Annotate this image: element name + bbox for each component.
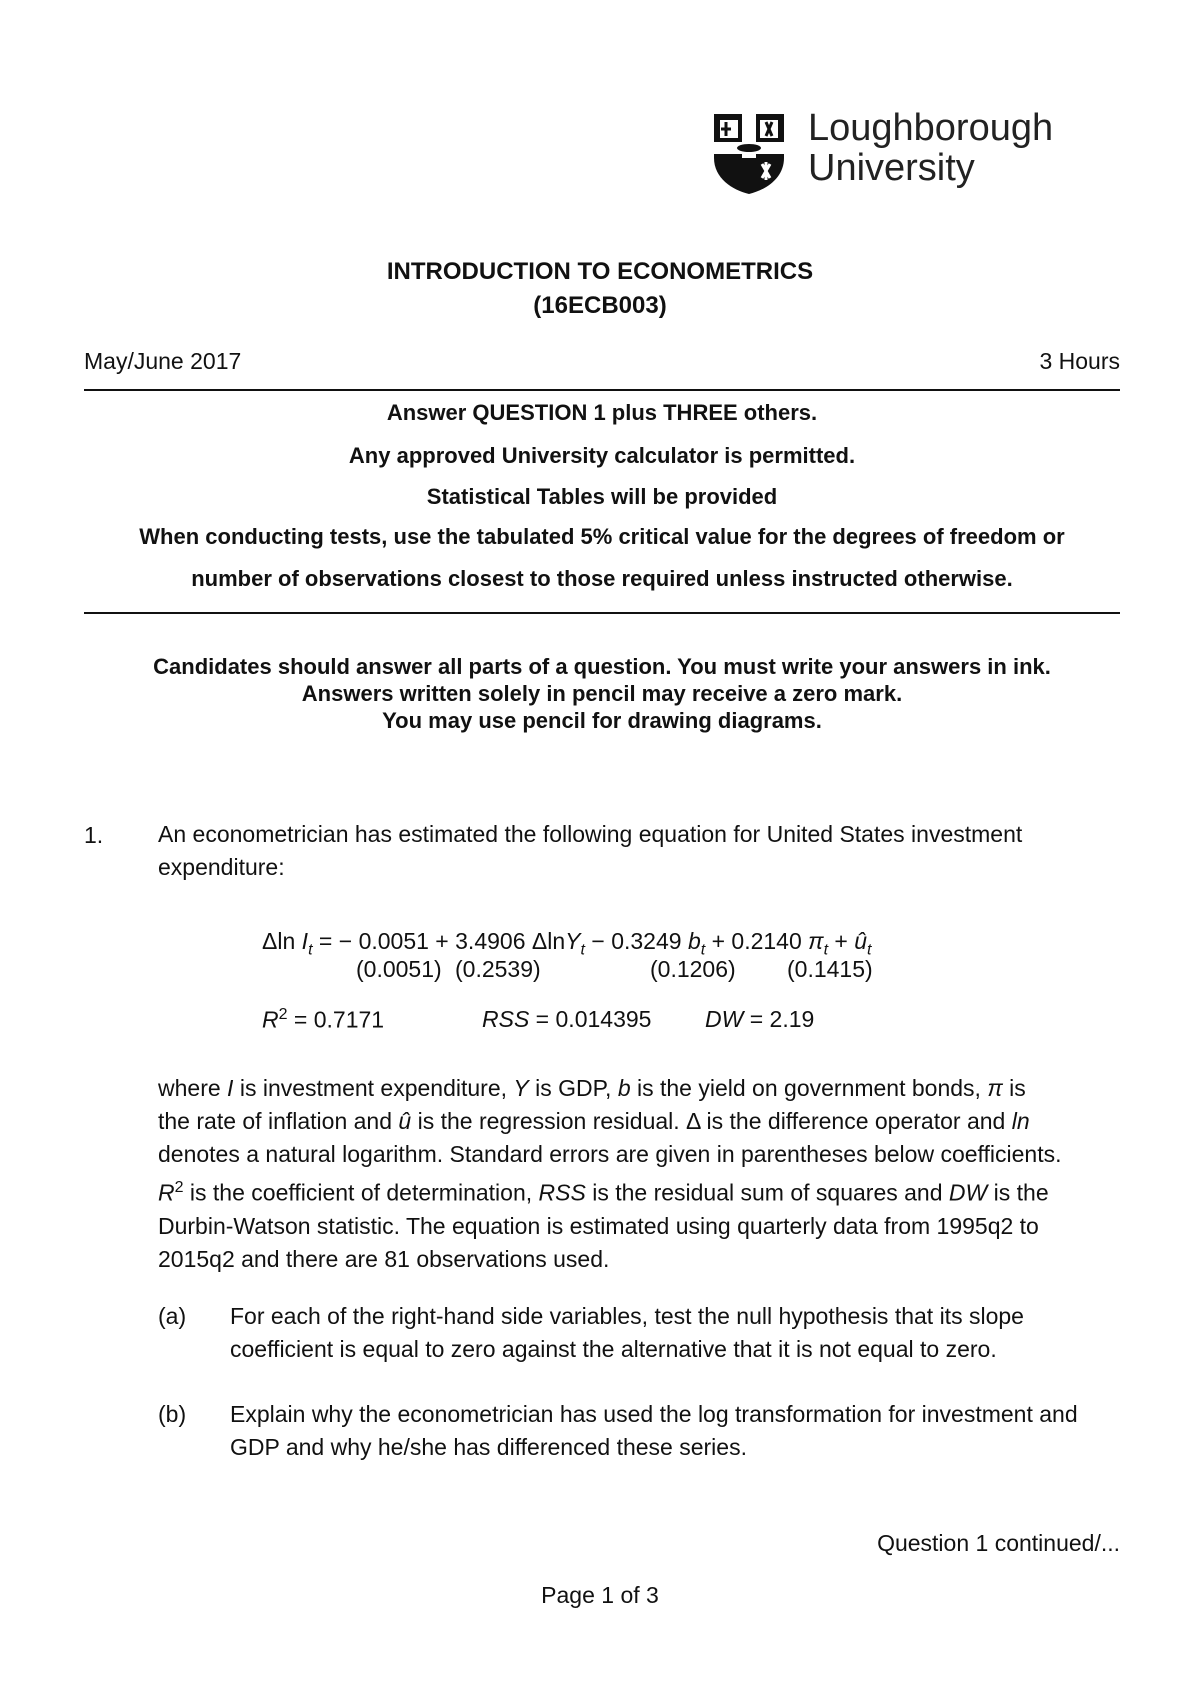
se-constant: (0.0051) (356, 956, 442, 982)
delta-symbol: Δ (525, 928, 548, 954)
dw-value: = 2.19 (743, 1006, 815, 1032)
university-logo (712, 108, 1096, 198)
candidate-note: Candidates should answer all parts of a question. You must write your answers in ink. (153, 654, 1051, 679)
delta-symbol: Δ (262, 928, 278, 954)
page-number: Page 1 of 3 (541, 1582, 659, 1608)
ln-symbol: ln (547, 928, 566, 954)
question-continued: Question 1 continued/... (877, 1530, 1120, 1556)
regression-equation (262, 928, 872, 960)
part-text: Explain why the econometrician has used the log transformation for investment and GDP and why he/she has differenced these series. (230, 1401, 1078, 1460)
logo-line-2: University (808, 147, 975, 189)
part-label: (b) (158, 1401, 187, 1427)
explanation-line: denotes a natural logarithm. Standard errors are given in parentheses below coefficients. (158, 1141, 1062, 1167)
regressor-b: b (687, 928, 701, 954)
course-code: (16ECB003) (533, 292, 667, 319)
course-title: INTRODUCTION TO ECONOMETRICS (386, 258, 814, 285)
equals-sign: = − (312, 928, 359, 954)
question-intro: An econometrician has estimated the following equation for United States investment expenditure: (158, 821, 1023, 880)
coefficient-dlny: 3.4906 (455, 928, 526, 954)
time-subscript: t (867, 941, 872, 959)
question-part-a (158, 1300, 1120, 1370)
top-rule (84, 389, 1120, 391)
variable-explanation (158, 1072, 1118, 1276)
candidate-notes (84, 653, 1120, 734)
question-number: 1. (84, 822, 104, 848)
operator: − (584, 928, 612, 954)
coefficient-pi: 0.2140 (731, 928, 802, 954)
question-part-b (158, 1398, 1120, 1468)
explanation-line: 2015q2 and there are 81 observations used. (158, 1245, 610, 1272)
instruction-line: When conducting tests, use the tabulated 5% critical value for the degrees of freedom or (139, 524, 1065, 549)
explanation-line: $R^2$ is the coefficient of determination, RSS is the residual sum of squares and DW is the (158, 1179, 1049, 1206)
coefficient-constant: 0.0051 (358, 928, 429, 954)
time-subscript: t (308, 941, 313, 959)
bottom-rule (84, 612, 1120, 614)
candidate-note: Answers written solely in pencil may receive a zero mark. (301, 681, 903, 706)
regressor-pi: π (808, 928, 824, 954)
dependent-variable: I (301, 928, 309, 954)
residual-symbol: û (854, 928, 868, 954)
explanation-line: the rate of inflation and û is the regression residual. Δ is the difference operator and ln (158, 1108, 1030, 1134)
regressor-y: Y (565, 928, 581, 954)
instruction-line: Answer QUESTION 1 plus THREE others. (386, 400, 818, 425)
se-pi: (0.1415) (787, 956, 873, 982)
instruction-line: number of observations closest to those required unless instructed otherwise. (191, 566, 1013, 591)
rss-value: = 0.014395 (529, 1006, 652, 1032)
se-b: (0.1206) (650, 956, 736, 982)
se-dlny: (0.2539) (455, 956, 541, 982)
r2-label: R (262, 1006, 279, 1033)
instruction-line: Statistical Tables will be provided (426, 484, 778, 509)
part-text: For each of the right-hand side variables, test the null hypothesis that its slope coefficient is equal to zero against the alternative that it is not equal to zero. (230, 1303, 1024, 1362)
ln-symbol: ln (277, 928, 302, 954)
candidate-note: You may use pencil for drawing diagrams. (382, 708, 822, 733)
coefficient-b: 0.3249 (611, 928, 682, 954)
r2-value: = 0.7171 (287, 1006, 385, 1033)
time-subscript: t (700, 941, 706, 959)
exam-meta-row (84, 348, 1120, 375)
exam-session: May/June 2017 (84, 348, 242, 374)
instruction-line: Any approved University calculator is permitted. (348, 443, 856, 468)
r-squared (262, 1006, 384, 1034)
dw-stat (705, 1006, 814, 1033)
dw-label: DW (705, 1006, 744, 1032)
time-subscript: t (823, 941, 829, 959)
operator: + (428, 928, 456, 954)
operator: + (705, 928, 732, 954)
time-subscript: t (580, 941, 585, 959)
explanation-line: Durbin-Watson statistic. The equation is estimated using quarterly data from 1995q2 to (158, 1212, 1039, 1239)
rss-stat (482, 1006, 651, 1033)
operator: + (828, 928, 855, 954)
r2-superscript: 2 (278, 1006, 288, 1023)
part-label: (a) (158, 1303, 187, 1329)
explanation-line: where I is investment expenditure, Y is GDP, b is the yield on government bonds, π is (158, 1075, 1026, 1101)
university-crest-icon (712, 112, 786, 196)
rss-label: RSS (482, 1006, 530, 1032)
logo-line-1: Loughborough (808, 107, 1054, 149)
exam-duration: 3 Hours (1039, 348, 1120, 374)
